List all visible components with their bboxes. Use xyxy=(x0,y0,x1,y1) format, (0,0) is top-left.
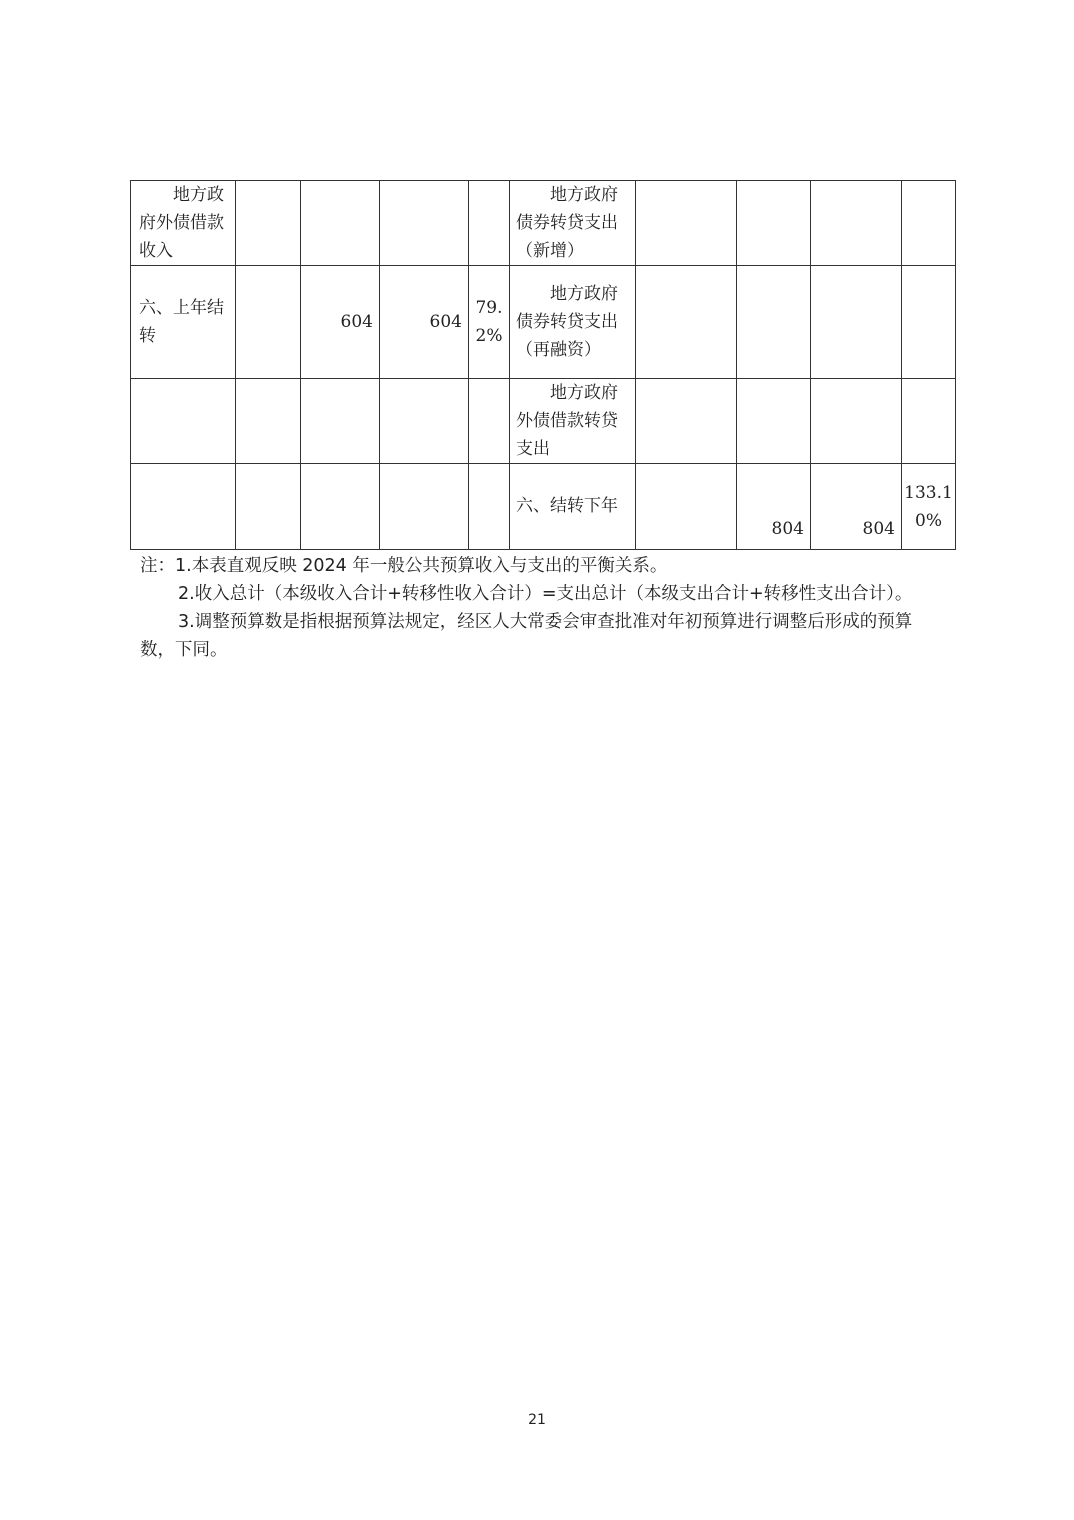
note-3: 3.调整预算数是指根据预算法规定，经区人大常委会审查批准对年初预算进行调整后形成的预算数，下同。 xyxy=(140,612,913,660)
left-actual-cell xyxy=(380,379,469,464)
right-item-label: 地方政府外债借款转贷支出 xyxy=(516,383,618,459)
left-item-cell xyxy=(131,464,236,550)
right-budget-cell xyxy=(636,464,737,550)
page-number: 21 xyxy=(528,1412,546,1428)
left-item-label: 地方政府外债借款收入 xyxy=(139,185,224,261)
table-notes xyxy=(140,552,946,664)
table-row xyxy=(131,181,956,266)
note-1: 注：1.本表直观反映 2024 年一般公共预算收入与支出的平衡关系。 xyxy=(140,556,668,576)
right-item-cell xyxy=(510,266,636,379)
right-adjusted-cell: 804 xyxy=(737,464,811,550)
left-pct-cell xyxy=(469,379,510,464)
right-pct-cell xyxy=(902,181,956,266)
right-actual-cell: 804 xyxy=(811,464,902,550)
table-row xyxy=(131,464,956,550)
left-actual-cell xyxy=(380,464,469,550)
right-pct-cell xyxy=(902,464,956,550)
left-actual-cell: 604 xyxy=(380,266,469,379)
left-pct-cell xyxy=(469,266,510,379)
left-item-cell: 六、上年结转 xyxy=(131,266,236,379)
right-budget-cell xyxy=(636,266,737,379)
left-budget-cell xyxy=(236,181,301,266)
right-item-label: 地方政府债券转贷支出（再融资） xyxy=(516,284,618,360)
right-item-cell xyxy=(510,379,636,464)
right-pct-cell xyxy=(902,379,956,464)
right-actual-cell xyxy=(811,379,902,464)
right-adjusted-cell xyxy=(737,181,811,266)
note-2: 2.收入总计（本级收入合计+转移性收入合计）=支出总计（本级支出合计+转移性支出合计）。 xyxy=(178,584,913,604)
right-actual-cell xyxy=(811,181,902,266)
right-budget-cell xyxy=(636,181,737,266)
left-adjusted-cell xyxy=(301,379,380,464)
right-pct-value: 133.10% xyxy=(904,482,953,531)
left-adjusted-cell xyxy=(301,464,380,550)
right-budget-cell xyxy=(636,379,737,464)
budget-balance-table xyxy=(130,180,956,550)
right-item-cell: 六、结转下年 xyxy=(510,464,636,550)
left-item-cell xyxy=(131,181,236,266)
left-item-cell xyxy=(131,379,236,464)
table-row xyxy=(131,266,956,379)
right-adjusted-cell xyxy=(737,379,811,464)
left-adjusted-cell: 604 xyxy=(301,266,380,379)
table-row xyxy=(131,379,956,464)
left-pct-cell xyxy=(469,464,510,550)
right-item-cell xyxy=(510,181,636,266)
right-actual-cell xyxy=(811,266,902,379)
right-item-label: 地方政府债券转贷支出（新增） xyxy=(516,185,618,261)
left-adjusted-cell xyxy=(301,181,380,266)
left-actual-cell xyxy=(380,181,469,266)
left-pct-cell xyxy=(469,181,510,266)
right-pct-cell xyxy=(902,266,956,379)
left-budget-cell xyxy=(236,379,301,464)
left-budget-cell xyxy=(236,266,301,379)
left-pct-value: 79.2% xyxy=(475,298,503,346)
left-budget-cell xyxy=(236,464,301,550)
right-adjusted-cell xyxy=(737,266,811,379)
